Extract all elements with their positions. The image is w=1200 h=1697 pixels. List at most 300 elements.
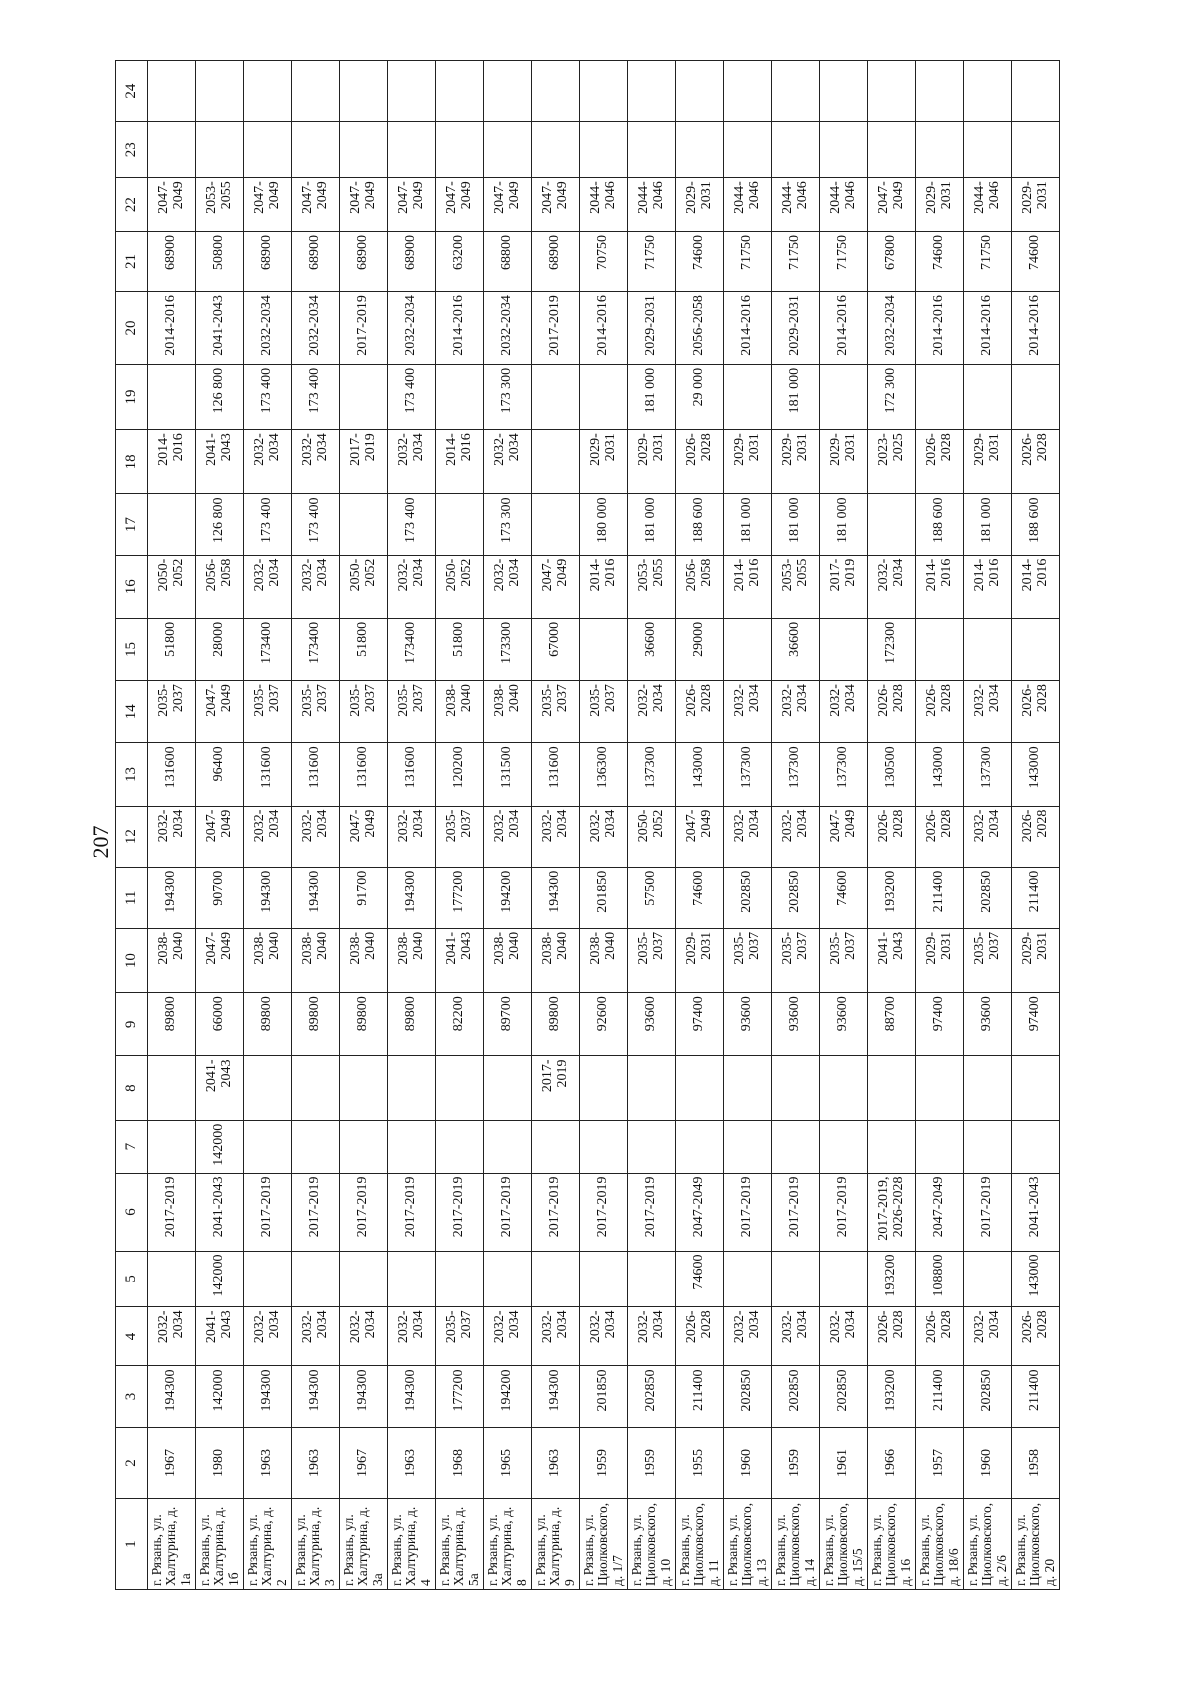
table-cell [484,1120,532,1173]
table-cell: 2032-2034 [292,292,340,365]
address-cell: г. Рязань, ул. Циолковского, д. 11 [676,1499,724,1590]
table-cell [340,494,388,555]
table-cell: 36600 [628,618,676,680]
table-cell: 57500 [628,867,676,928]
address-cell: г. Рязань, ул. Циолковского, д. 18/6 [916,1499,964,1590]
table-cell: 181 000 [820,494,868,555]
address-cell: г. Рязань, ул. Халтурина, д. 8 [484,1499,532,1590]
table-cell: 2056-2058 [196,555,244,618]
table-row [532,61,580,1590]
table-cell: 2032-2034 [292,1307,340,1366]
table-cell: 2029-2031 [580,430,628,494]
table-cell: 1955 [676,1427,724,1499]
table-cell: 91700 [340,867,388,928]
table-cell: 2032-2034 [484,292,532,365]
table-cell: 2041-2043 [1012,1173,1060,1251]
column-header-11: 11 [116,867,148,928]
table-cell: 2017-2019 [340,292,388,365]
table-cell: 2032-2034 [580,1307,628,1366]
table-row [244,61,292,1590]
table-cell: 2032-2034 [388,292,436,365]
address-cell: г. Рязань, ул. Циолковского, д. 20 [1012,1499,1060,1590]
table-cell: 2035-2037 [628,928,676,992]
table-cell: 1968 [436,1427,484,1499]
table-cell: 2014-2016 [580,292,628,365]
table-cell [148,1120,196,1173]
table-cell [868,1056,916,1120]
table-cell: 67800 [868,231,916,291]
table-cell: 2014-2016 [436,292,484,365]
table-cell: 96400 [196,743,244,806]
table-cell: 2035-2037 [148,681,196,743]
table-cell [532,61,580,122]
table-cell: 2050-2052 [340,555,388,618]
table-row [964,61,1012,1590]
table-cell: 1966 [868,1427,916,1499]
table-cell: 173 400 [244,494,292,555]
table-cell: 2026-2028 [676,1307,724,1366]
table-cell: 2050-2052 [148,555,196,618]
table-cell [724,364,772,429]
table-row [916,61,964,1590]
table-cell: 1960 [964,1427,1012,1499]
table-cell: 188 600 [916,494,964,555]
table-cell: 2035-2037 [772,928,820,992]
table-cell: 2032-2034 [772,1307,820,1366]
table-cell [1012,1120,1060,1173]
table-cell: 1961 [820,1427,868,1499]
column-header-3: 3 [116,1366,148,1427]
table-cell [436,1120,484,1173]
repair-schedule-table [115,60,1060,1590]
table-cell [868,122,916,178]
table-cell: 1958 [1012,1427,1060,1499]
table-cell: 71750 [820,231,868,291]
table-cell [484,122,532,178]
table-cell: 68800 [484,231,532,291]
header-row [116,61,148,1590]
table-cell: 172 300 [868,364,916,429]
table-cell: 2047-2049 [196,681,244,743]
table-cell: 2017-2019 [292,1173,340,1251]
table-cell [820,61,868,122]
address-cell: г. Рязань, ул. Циолковского, д. 15/5 [820,1499,868,1590]
table-cell: 1959 [772,1427,820,1499]
address-cell: г. Рязань, ул. Циолковского, д. 16 [868,1499,916,1590]
column-header-4: 4 [116,1307,148,1366]
table-cell: 2047-2049 [676,1173,724,1251]
table-cell: 131500 [484,743,532,806]
table-cell: 1980 [196,1427,244,1499]
table-cell: 2032-2034 [340,1307,388,1366]
table-cell [244,61,292,122]
table-cell: 173400 [292,618,340,680]
table-cell: 193200 [868,1366,916,1427]
table-cell: 194300 [244,867,292,928]
table-cell: 68900 [292,231,340,291]
table-cell: 2047-2049 [868,178,916,232]
table-cell [964,1120,1012,1173]
table-cell: 194300 [148,1366,196,1427]
table-cell [676,61,724,122]
table-cell: 2041-2043 [196,1307,244,1366]
table-cell: 188 600 [676,494,724,555]
table-cell [916,1120,964,1173]
address-cell: г. Рязань, ул. Халтурина, д. 5а [436,1499,484,1590]
table-cell [964,618,1012,680]
table-cell: 126 800 [196,364,244,429]
table-cell [820,364,868,429]
table-cell [868,61,916,122]
table-cell: 2044-2046 [580,178,628,232]
table-cell: 68900 [340,231,388,291]
table-cell: 2017-2019 [388,1173,436,1251]
table-cell: 177200 [436,867,484,928]
table-cell: 2017-2019 [532,1173,580,1251]
table-cell: 2032-2034 [244,1307,292,1366]
table-cell: 2035-2037 [436,1307,484,1366]
table-cell [196,122,244,178]
table-cell: 2035-2037 [388,681,436,743]
table-cell: 2050-2052 [628,806,676,867]
table-cell: 2014-2016 [724,292,772,365]
table-cell [388,1056,436,1120]
table-cell: 2032-2034 [532,1307,580,1366]
table-cell: 2014-2016 [964,555,1012,618]
table-cell: 74600 [676,231,724,291]
table-cell: 177200 [436,1366,484,1427]
column-header-16: 16 [116,555,148,618]
table-cell: 36600 [772,618,820,680]
table-cell [580,364,628,429]
table-row [868,61,916,1590]
table-cell: 2026-2028 [1012,1307,1060,1366]
table-cell: 2053-2055 [196,178,244,232]
table-cell [580,122,628,178]
table-cell: 2041-2043 [868,928,916,992]
table-cell: 89800 [244,993,292,1056]
table-cell: 173 400 [292,364,340,429]
table-cell: 2017-2019 [820,555,868,618]
table-row [148,61,196,1590]
table-cell: 82200 [436,993,484,1056]
table-cell: 2032-2034 [388,1307,436,1366]
table-cell [484,61,532,122]
table-cell: 2032-2034 [244,555,292,618]
table-cell: 2044-2046 [628,178,676,232]
table-cell: 2014-2016 [148,430,196,494]
table-cell: 2029-2031 [628,292,676,365]
table-cell: 2026-2028 [916,806,964,867]
table-cell: 137300 [820,743,868,806]
table-cell: 2026-2028 [1012,430,1060,494]
table-cell: 2017-2019 [724,1173,772,1251]
table-cell [532,1120,580,1173]
table-cell: 2032-2034 [292,555,340,618]
table-cell [532,494,580,555]
table-cell: 2032-2034 [868,555,916,618]
table-cell: 1957 [916,1427,964,1499]
table-cell: 2047-2049 [484,178,532,232]
table-cell [1012,61,1060,122]
table-cell: 142000 [196,1251,244,1307]
table-cell: 71750 [772,231,820,291]
table-cell: 108800 [916,1251,964,1307]
table-cell: 172300 [868,618,916,680]
column-header-21: 21 [116,231,148,291]
table-cell: 120200 [436,743,484,806]
table-cell: 51800 [148,618,196,680]
table-cell: 131600 [532,743,580,806]
table-cell: 2032-2034 [964,1307,1012,1366]
table-cell: 2032-2034 [724,1307,772,1366]
table-cell: 68900 [532,231,580,291]
table-cell: 2017-2019 [484,1173,532,1251]
column-header-12: 12 [116,806,148,867]
table-cell: 2035-2037 [532,681,580,743]
table-row [772,61,820,1590]
table-cell: 68900 [148,231,196,291]
table-cell: 143000 [676,743,724,806]
table-cell: 173 300 [484,364,532,429]
table-cell [724,618,772,680]
table-cell: 173400 [388,618,436,680]
table-cell: 93600 [724,993,772,1056]
table-cell: 2017-2019 [340,1173,388,1251]
table-cell: 202850 [628,1366,676,1427]
table-cell: 173 400 [388,364,436,429]
column-header-5: 5 [116,1251,148,1307]
table-cell: 137300 [724,743,772,806]
table-cell: 93600 [772,993,820,1056]
table-row [388,61,436,1590]
table-cell: 202850 [724,1366,772,1427]
table-cell: 2035-2037 [340,681,388,743]
table-cell: 2038-2040 [436,681,484,743]
table-cell [724,1056,772,1120]
table-cell [964,1056,1012,1120]
table-cell: 1963 [244,1427,292,1499]
table-cell: 194300 [388,867,436,928]
table-cell [772,122,820,178]
table-cell [292,61,340,122]
table-row [676,61,724,1590]
table-cell: 1959 [628,1427,676,1499]
column-header-6: 6 [116,1173,148,1251]
address-cell: г. Рязань, ул. Циолковского, д. 10 [628,1499,676,1590]
table-cell [628,1120,676,1173]
table-cell: 137300 [628,743,676,806]
table-cell: 211400 [916,1366,964,1427]
table-cell [340,1120,388,1173]
column-header-14: 14 [116,681,148,743]
column-header-24: 24 [116,61,148,122]
table-cell [772,1120,820,1173]
table-cell: 89800 [292,993,340,1056]
table-cell: 74600 [1012,231,1060,291]
table-cell: 92600 [580,993,628,1056]
table-cell: 68900 [388,231,436,291]
table-cell [340,1251,388,1307]
table-cell: 28000 [196,618,244,680]
table-cell [436,1251,484,1307]
table-cell [436,122,484,178]
table-row [580,61,628,1590]
table-cell: 194300 [292,1366,340,1427]
table-cell [964,1251,1012,1307]
table-cell: 71750 [628,231,676,291]
column-header-2: 2 [116,1427,148,1499]
table-cell: 2032-2034 [964,681,1012,743]
table-cell: 1963 [292,1427,340,1499]
table-cell: 2032-2034 [244,292,292,365]
table-cell [772,61,820,122]
table-cell [244,1120,292,1173]
table-cell: 2032-2034 [388,430,436,494]
table-cell: 2026-2028 [676,681,724,743]
table-cell [724,1120,772,1173]
table-cell: 2041-2043 [196,430,244,494]
address-cell: г. Рязань, ул. Циолковского, д. 1/7 [580,1499,628,1590]
table-cell: 2035-2037 [580,681,628,743]
table-cell [676,1056,724,1120]
table-cell: 202850 [820,1366,868,1427]
table-cell: 1960 [724,1427,772,1499]
table-cell: 2029-2031 [964,430,1012,494]
address-cell: г. Рязань, ул. Халтурина, д. 3а [340,1499,388,1590]
table-cell: 2056-2058 [676,555,724,618]
table-cell: 88700 [868,993,916,1056]
table-cell: 193200 [868,867,916,928]
table-cell [1012,122,1060,178]
table-cell: 194300 [148,867,196,928]
table-cell: 2047-2049 [676,806,724,867]
table-cell: 142000 [196,1120,244,1173]
table-cell: 2029-2031 [724,430,772,494]
table-cell: 2029-2031 [676,928,724,992]
table-cell: 194300 [340,1366,388,1427]
table-cell: 194200 [484,1366,532,1427]
table-row [196,61,244,1590]
table-cell [580,1056,628,1120]
table-cell [148,364,196,429]
table-cell: 2038-2040 [148,928,196,992]
table-cell: 2041-2043 [196,292,244,365]
table-cell: 97400 [676,993,724,1056]
table-cell: 2047-2049 [436,178,484,232]
table-cell [292,1056,340,1120]
table-row [484,61,532,1590]
table-cell: 1967 [148,1427,196,1499]
table-cell: 137300 [964,743,1012,806]
column-header-17: 17 [116,494,148,555]
column-header-15: 15 [116,618,148,680]
table-cell: 2047-2049 [820,806,868,867]
table-cell: 1959 [580,1427,628,1499]
table-cell: 173 400 [292,494,340,555]
table-cell: 194300 [244,1366,292,1427]
column-header-7: 7 [116,1120,148,1173]
table-cell [916,61,964,122]
table-cell: 2032-2034 [580,806,628,867]
table-cell [916,122,964,178]
table-cell: 2032-2034 [484,1307,532,1366]
table-cell [580,1120,628,1173]
table-cell: 2017-2019 [580,1173,628,1251]
table-cell: 2044-2046 [820,178,868,232]
table-cell: 1963 [532,1427,580,1499]
table-cell [580,61,628,122]
table-cell: 74600 [676,867,724,928]
table-cell: 1963 [388,1427,436,1499]
table-cell: 2047-2049 [532,555,580,618]
table-row [724,61,772,1590]
table-cell [820,1056,868,1120]
table-cell: 2041-2043 [196,1056,244,1120]
table-cell: 211400 [1012,867,1060,928]
table-row [628,61,676,1590]
table-cell: 2053-2055 [772,555,820,618]
table-cell: 2029-2031 [820,430,868,494]
table-row [1012,61,1060,1590]
table-cell: 89800 [148,993,196,1056]
table-cell: 2026-2028 [868,681,916,743]
table-cell: 194300 [532,1366,580,1427]
table-cell: 2056-2058 [676,292,724,365]
table-cell: 2017-2019, 2026-2028 [868,1173,916,1251]
table-cell: 2032-2034 [292,806,340,867]
table-cell: 2038-2040 [484,928,532,992]
table-cell: 89800 [340,993,388,1056]
table-cell: 2032-2034 [484,806,532,867]
table-cell: 2032-2034 [724,681,772,743]
table-cell [148,1056,196,1120]
table-cell: 2041-2043 [196,1173,244,1251]
table-cell [676,122,724,178]
table-cell: 2050-2052 [436,555,484,618]
table-cell: 51800 [340,618,388,680]
table-cell: 211400 [916,867,964,928]
table-cell: 2047-2049 [148,178,196,232]
table-body [148,61,1060,1590]
table-cell: 143000 [1012,1251,1060,1307]
table-cell: 194300 [388,1366,436,1427]
table-cell: 2035-2037 [436,806,484,867]
table-cell: 181 000 [772,364,820,429]
table-cell [532,1251,580,1307]
table-cell: 2014-2016 [964,292,1012,365]
table-cell [628,1056,676,1120]
table-cell [148,494,196,555]
table-cell: 2035-2037 [244,681,292,743]
table-cell: 67000 [532,618,580,680]
table-cell [724,122,772,178]
table-cell [388,1251,436,1307]
table-cell [340,122,388,178]
table-cell: 2017-2019 [772,1173,820,1251]
table-cell: 2014-2016 [1012,555,1060,618]
table-cell: 2032-2034 [292,430,340,494]
table-cell: 2053-2055 [628,555,676,618]
address-cell: г. Рязань, ул. Циолковского, д. 13 [724,1499,772,1590]
table-cell: 2038-2040 [532,928,580,992]
table-cell [292,1251,340,1307]
table-cell: 2014-2016 [580,555,628,618]
column-header-8: 8 [116,1056,148,1120]
table-cell: 2047-2049 [532,178,580,232]
table-cell [244,122,292,178]
table-cell: 2044-2046 [724,178,772,232]
